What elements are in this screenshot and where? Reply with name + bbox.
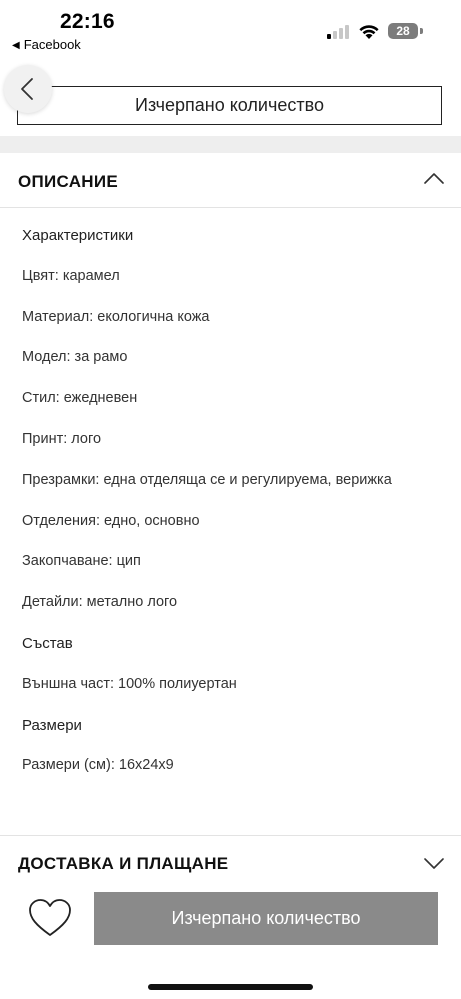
description-row: Детайли: метално лого: [22, 594, 178, 611]
description-row: Размери (см): 16x24x9: [22, 757, 174, 774]
description-row: Външна част: 100% полиуертан: [22, 675, 237, 692]
chevron-up-icon[interactable]: [424, 172, 444, 184]
home-indicator[interactable]: [148, 984, 313, 990]
description-section-heading: Размери: [22, 716, 82, 734]
shipping-title: ДОСТАВКА И ПЛАЩАНЕ: [18, 854, 229, 873]
back-app-label: Facebook: [23, 37, 81, 52]
shipping-accordion-header[interactable]: [0, 835, 461, 890]
chevron-down-icon[interactable]: [424, 858, 444, 870]
back-button[interactable]: [4, 65, 52, 113]
back-to-app-link[interactable]: [12, 37, 81, 52]
cellular-signal-icon: [327, 25, 351, 39]
heart-icon[interactable]: [28, 898, 72, 938]
battery-cap: [420, 28, 423, 34]
description-row: Материал: екологична кожа: [22, 308, 210, 325]
description-row: Стил: ежедневен: [22, 390, 138, 407]
description-section-heading: Характеристики: [22, 227, 134, 244]
description-accordion-header[interactable]: [0, 153, 461, 208]
description-row: Презрамки: една отделяща се и регулируема, верижка: [22, 471, 392, 488]
description-row: Модел: за рамо: [22, 349, 128, 366]
status-bar: [0, 0, 461, 58]
status-time: 22:16: [60, 10, 115, 33]
chevron-left-icon: [18, 77, 38, 101]
description-row: Принт: лого: [22, 431, 102, 447]
sold-out-button-bottom[interactable]: [94, 892, 438, 945]
wifi-icon: [358, 24, 380, 40]
battery-level: 28: [396, 24, 410, 38]
sold-out-top-label: Изчерпано количество: [135, 95, 324, 115]
description-row: Цвят: карамел: [22, 267, 120, 284]
description-row: Отделения: едно, основно: [22, 512, 200, 529]
back-triangle-icon: ◀: [12, 40, 20, 51]
battery-icon: [388, 23, 418, 39]
sold-out-bottom-label: Изчерпано количество: [171, 908, 361, 928]
description-row: Закопчаване: цип: [22, 553, 141, 570]
sold-out-button-top[interactable]: [17, 86, 442, 125]
description-section-heading: Състав: [22, 635, 73, 652]
description-title: ОПИСАНИЕ: [18, 172, 119, 191]
section-divider: [0, 136, 461, 153]
